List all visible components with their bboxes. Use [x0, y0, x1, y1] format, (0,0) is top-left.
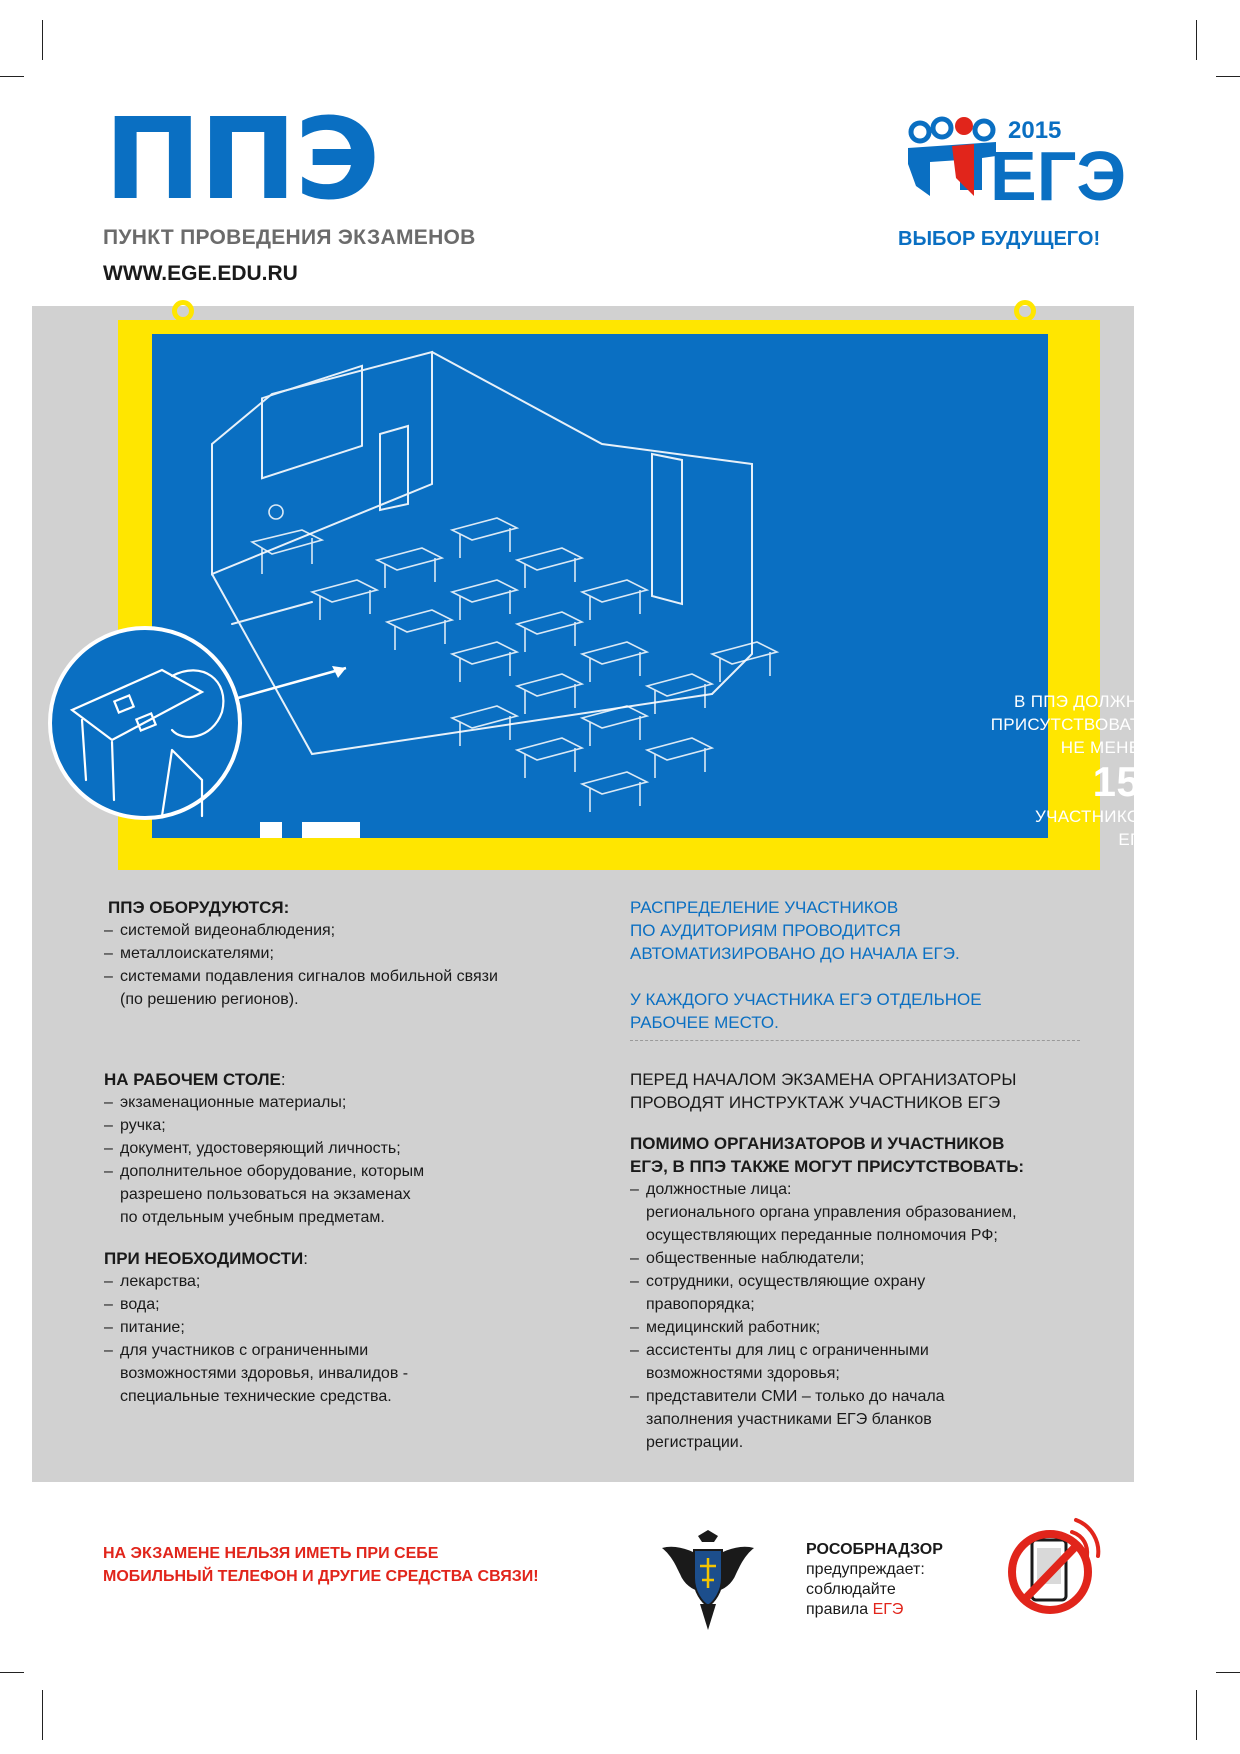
desk — [517, 674, 582, 714]
desk — [647, 674, 712, 714]
callout-line: В ППЭ ДОЛЖНО — [1014, 692, 1152, 711]
present-list — [630, 1178, 1024, 1454]
desk — [387, 610, 452, 650]
desk-heading-text: НА РАБОЧЕМ СТОЛЕ — [104, 1070, 281, 1089]
list-item: – питание; — [104, 1316, 424, 1339]
list-item: – медицинский работник; — [630, 1316, 1024, 1339]
page-subtitle: ПУНКТ ПРОВЕДЕНИЯ ЭКЗАМЕНОВ — [103, 226, 476, 249]
callout-line: ПРИСУТСТВОВАТЬ — [990, 715, 1152, 734]
list-item: – сотрудники, осуществляющие охрану правопорядка; — [630, 1270, 1024, 1316]
needed-list — [104, 1270, 424, 1408]
logo-figures — [908, 142, 996, 196]
desk — [452, 706, 517, 746]
list-item: – документ, удостоверяющий личность; — [104, 1137, 424, 1160]
eagle-crown — [698, 1530, 718, 1542]
needed-heading-text: ПРИ НЕОБХОДИМОСТИ — [104, 1249, 304, 1268]
desk-heading-colon: : — [280, 1070, 286, 1089]
phone-warning: НА ЭКЗАМЕНЕ НЕЛЬЗЯ ИМЕТЬ ПРИ СЕБЕ МОБИЛЬНЫЙ ТЕЛЕФОН И ДРУГИЕ СРЕДСТВА СВЯЗИ! — [103, 1545, 539, 1585]
closeup-desk — [72, 670, 202, 740]
list-item: – представители СМИ – только до начала заполнения участниками ЕГЭ бланков регистрации. — [630, 1385, 1024, 1454]
logo-name: ЕГЭ — [990, 137, 1127, 215]
no-phone-icon — [1000, 1512, 1106, 1622]
list-item: – для участников с ограниченными возможностями здоровья, инвалидов - специальные технические средства. — [104, 1339, 424, 1408]
desk — [517, 612, 582, 652]
list-item: – металлоискателями; — [104, 942, 498, 965]
callout-line: НЕ МЕНЕЕ — [1060, 738, 1152, 757]
desks — [252, 505, 777, 812]
list-item: – вода; — [104, 1293, 424, 1316]
desk — [452, 580, 517, 620]
crop-mark — [1216, 1672, 1240, 1673]
rosobrnadzor-emblem-icon — [662, 1530, 754, 1632]
notice-line: соблюдайте — [806, 1581, 896, 1598]
equipment-list — [104, 919, 498, 1011]
present-heading: ПОМИМО ОРГАНИЗАТОРОВ И УЧАСТНИКОВ ЕГЭ, В ППЭ ТАКЖЕ МОГУТ ПРИСУТСТВОВАТЬ: — [630, 1134, 1025, 1176]
teacher-head — [269, 505, 283, 519]
crop-mark — [42, 1690, 43, 1740]
logo-year: 2015 — [1008, 117, 1062, 144]
classroom-sketch — [152, 334, 1048, 838]
board-hook — [172, 300, 194, 322]
zoom-pointer-arrow — [236, 660, 356, 700]
crop-mark — [42, 20, 43, 60]
callout-line: ЕГЭ — [1118, 830, 1152, 849]
min-participants-number: 15 — [1092, 758, 1140, 805]
crop-mark — [1216, 76, 1240, 77]
list-item: – системой видеонаблюдения; — [104, 919, 498, 942]
crop-mark — [1196, 1690, 1197, 1740]
logo-slogan: ВЫБОР БУДУЩЕГО! — [898, 228, 1101, 250]
notice-line-last — [806, 1600, 943, 1620]
arrow-line — [238, 668, 346, 698]
distribution-section — [630, 896, 982, 1034]
logo-head — [955, 117, 973, 135]
closeup-desk-leg — [82, 720, 114, 800]
desk — [452, 518, 517, 558]
teacher-desk — [252, 530, 322, 574]
desk — [312, 580, 377, 620]
list-item: – дополнительное оборудование, которым разрешено пользоваться на экзаменах по отдельным учебным предметам. — [104, 1160, 424, 1229]
briefing-section — [630, 1068, 1024, 1454]
list-item: – ассистенты для лиц с ограниченными возможностями здоровья; — [630, 1339, 1024, 1385]
door-left — [380, 426, 408, 510]
closeup-paper — [114, 695, 133, 712]
list-item: – общественные наблюдатели; — [630, 1247, 1024, 1270]
notice-line: предупреждает: — [806, 1561, 925, 1578]
desk-zoom-illustration — [48, 626, 242, 820]
desk — [517, 548, 582, 588]
dashed-divider — [630, 1040, 1080, 1041]
notice-line: правила — [806, 1601, 873, 1618]
crop-mark — [0, 76, 24, 77]
desk — [582, 642, 647, 682]
closeup-chair — [162, 750, 202, 816]
needed-heading-colon: : — [303, 1249, 308, 1268]
desk — [647, 738, 712, 778]
min-participants-callout — [952, 690, 1152, 851]
needed-heading — [104, 1247, 424, 1270]
website-link[interactable]: WWW.EGE.EDU.RU — [103, 262, 298, 285]
list-item: – должностные лица: регионального органа управления образованием, осуществляющих переданные полномочия РФ; — [630, 1178, 1024, 1247]
distribution-paragraph: РАСПРЕДЕЛЕНИЕ УЧАСТНИКОВ ПО АУДИТОРИЯМ ПРОВОДИТСЯ АВТОМАТИЗИРОВАНО ДО НАЧАЛА ЕГЭ. — [630, 898, 960, 963]
notice-ege: ЕГЭ — [872, 1601, 904, 1618]
list-item: – ручка; — [104, 1114, 424, 1137]
list-item: – экзаменационные материалы; — [104, 1091, 424, 1114]
list-item: – системами подавления сигналов мобильной связи (по решению регионов). — [104, 965, 498, 1011]
equipment-heading: ППЭ ОБОРУДУЮТСЯ: — [108, 898, 290, 917]
logo-head — [933, 119, 951, 137]
rosobrnadzor-name: РОСОБРНАДЗОР — [806, 1541, 943, 1558]
screen — [262, 366, 362, 478]
desk — [517, 738, 582, 778]
briefing-text: ПЕРЕД НАЧАЛОМ ЭКЗАМЕНА ОРГАНИЗАТОРЫ ПРОВОДЯТ ИНСТРУКТАЖ УЧАСТНИКОВ ЕГЭ — [630, 1070, 1017, 1112]
door-right — [652, 454, 682, 604]
desk — [452, 642, 517, 682]
desk-list — [104, 1091, 424, 1229]
desk-section — [104, 1068, 424, 1408]
desk — [377, 548, 442, 588]
crop-mark — [1196, 20, 1197, 60]
pointer-arrow — [232, 602, 312, 624]
distribution-paragraph: У КАЖДОГО УЧАСТНИКА ЕГЭ ОТДЕЛЬНОЕ РАБОЧЕЕ МЕСТО. — [630, 990, 982, 1032]
board-tray — [118, 838, 1100, 870]
list-item: – лекарства; — [104, 1270, 424, 1293]
desk-closeup-sketch — [52, 630, 238, 816]
logo-head — [911, 123, 929, 141]
callout-line: УЧАСТНИКОВ — [1035, 807, 1152, 826]
eagle-tail — [700, 1604, 716, 1630]
board-hook — [1014, 300, 1036, 322]
page-title: ППЭ — [104, 95, 379, 225]
rosobrnadzor-notice — [806, 1540, 943, 1620]
crop-mark — [0, 1672, 24, 1673]
desk-heading — [104, 1068, 424, 1091]
equipment-section — [104, 896, 498, 1011]
desk — [582, 580, 647, 620]
desk — [582, 772, 647, 812]
classroom-board — [152, 334, 1152, 849]
